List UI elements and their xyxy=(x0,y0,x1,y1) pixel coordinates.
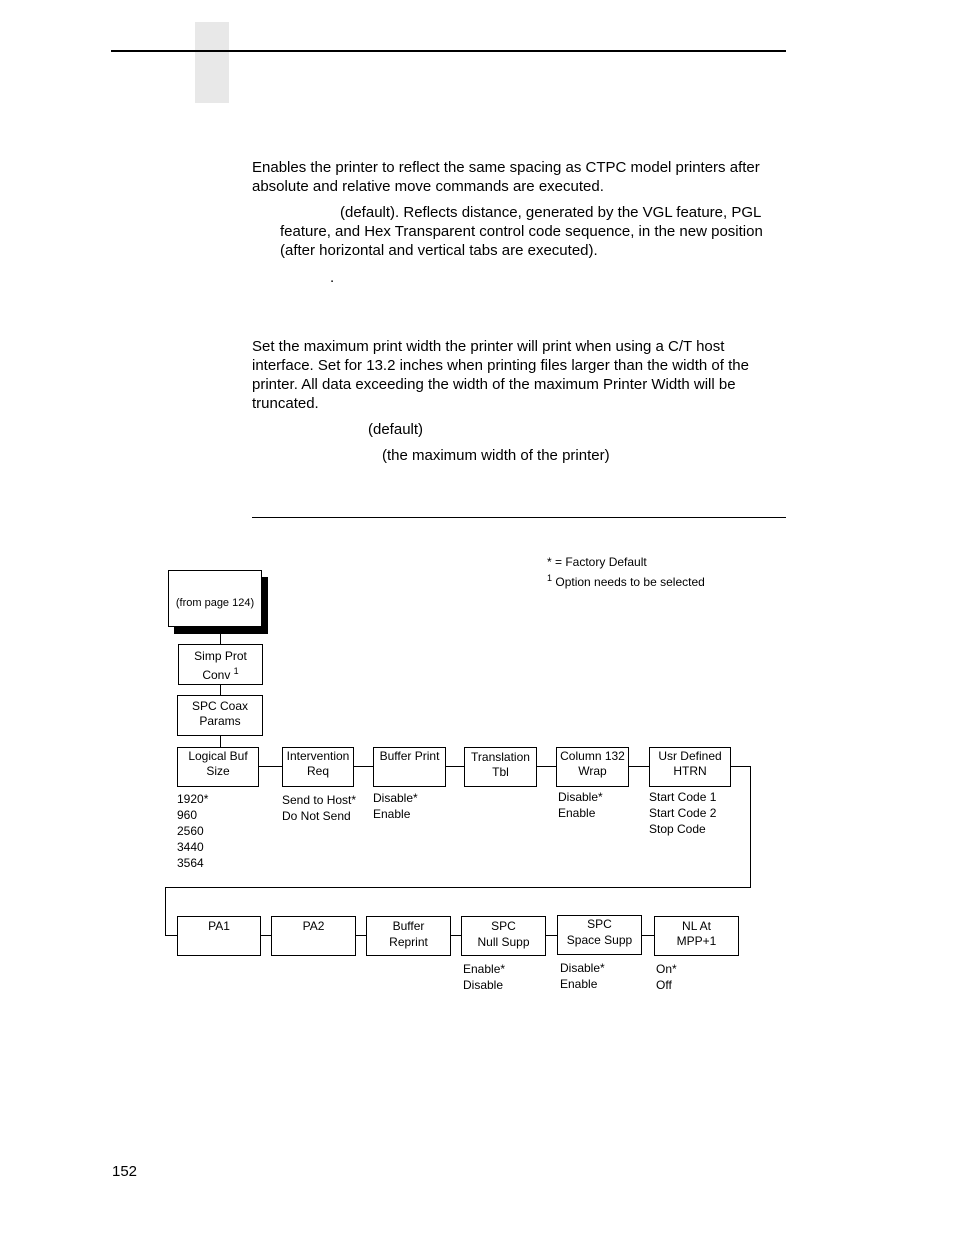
row1-connector-2 xyxy=(354,766,373,767)
header-tab xyxy=(195,22,229,103)
spc-space-supp-box xyxy=(557,915,642,955)
nl-at-mpp-box xyxy=(654,916,739,956)
row1-4-line2: Wrap xyxy=(578,764,607,778)
option-item: Disable xyxy=(463,978,504,992)
start-box-label: (from page 124) xyxy=(175,597,255,609)
buffer-print-box xyxy=(373,747,446,787)
section1-option1-line1: (default). Reflects distance, generated by the VGL feature, PGL xyxy=(340,204,762,221)
option-item: Start Code 2 xyxy=(649,806,717,820)
option-item: Enable* xyxy=(463,962,506,976)
spc-null-supp-options xyxy=(463,961,505,993)
simp-prot-line1: Simp Prot xyxy=(194,649,247,663)
return-vertical-left xyxy=(165,887,166,935)
row1-connector-6 xyxy=(731,766,751,767)
section2-line4: truncated. xyxy=(252,395,319,412)
option-item: On* xyxy=(656,962,677,976)
section2-line1: Set the maximum print width the printer will print when using a C/T host xyxy=(252,338,725,355)
row1-3-line2: Tbl xyxy=(492,765,509,779)
logical-buf-options xyxy=(177,791,208,871)
section2-line2: interface. Set for 13.2 inches when printing files larger than the width of the xyxy=(252,357,749,374)
section2-option2-desc: (the maximum width of the printer) xyxy=(382,447,610,464)
simp-prot-conv-box xyxy=(178,644,263,685)
row1-connector-1 xyxy=(259,766,282,767)
connector-v2 xyxy=(220,685,221,695)
row1-1-line1: Intervention xyxy=(286,749,350,763)
option-item: 960 xyxy=(177,808,198,822)
section1-option1-line2: feature, and Hex Transparent control code sequence, in the new position xyxy=(280,223,763,240)
option-item: Enable xyxy=(373,807,411,821)
return-vertical-right xyxy=(750,766,751,888)
row1-0-line2: Size xyxy=(206,764,230,778)
row2-3-line1: SPC xyxy=(491,919,516,933)
legend-superscript: 1 xyxy=(547,573,553,583)
row2-connector-3 xyxy=(451,935,461,936)
row1-5-line2: HTRN xyxy=(673,764,707,778)
section2-option1-desc: (default) xyxy=(368,421,424,438)
section1-option1-line3: (after horizontal and vertical tabs are executed). xyxy=(280,242,598,259)
pa2-box xyxy=(271,916,356,956)
option-item: 3564 xyxy=(177,856,204,870)
nl-at-mpp-options xyxy=(656,961,677,993)
return-horizontal xyxy=(165,887,751,888)
option-item: Enable xyxy=(560,977,598,991)
option-item: Off xyxy=(656,978,672,992)
row2-1-line1: PA2 xyxy=(302,919,325,933)
section2-line3: printer. All data exceeding the width of the maximum Printer Width will be xyxy=(252,376,736,393)
option-item: Stop Code xyxy=(649,822,706,836)
legend-factory-default: * = Factory Default xyxy=(547,555,647,569)
usr-defined-htrn-box xyxy=(649,747,731,787)
row2-4-line1: SPC xyxy=(587,917,612,931)
row2-4-line2: Space Supp xyxy=(566,933,633,947)
row1-4-line1: Column 132 xyxy=(560,749,625,763)
row2-connector-4 xyxy=(546,935,557,936)
buffer-reprint-box xyxy=(366,916,451,956)
row2-connector-2 xyxy=(356,935,366,936)
row2-2-line2: Reprint xyxy=(389,935,428,949)
option-item: Enable xyxy=(558,806,596,820)
spc-null-supp-box xyxy=(461,916,546,956)
logical-buf-size-box xyxy=(177,747,259,787)
row1-3-line1: Translation xyxy=(471,750,530,764)
row2-3-line2: Null Supp xyxy=(477,935,530,949)
spc-coax-line1: SPC Coax xyxy=(191,699,249,713)
row2-2-line1: Buffer xyxy=(392,919,425,933)
row1-5-line1: Usr Defined xyxy=(658,749,722,763)
row2-0-line1: PA1 xyxy=(208,919,230,933)
column-132-wrap-options xyxy=(558,789,603,821)
connector-v1 xyxy=(220,634,221,644)
usr-defined-htrn-options xyxy=(649,789,716,837)
row1-connector-4 xyxy=(537,766,556,767)
option-item: Start Code 1 xyxy=(649,790,717,804)
simp-prot-line2-wrap xyxy=(179,664,262,683)
row2-connector-5 xyxy=(642,935,654,936)
column-132-wrap-box xyxy=(556,747,629,787)
simp-prot-line2: Conv xyxy=(202,668,231,682)
spc-space-supp-options xyxy=(560,960,605,992)
pa1-box xyxy=(177,916,261,956)
row2-connector-1 xyxy=(261,935,271,936)
buffer-print-options xyxy=(373,790,418,822)
option-item: 3440 xyxy=(177,840,204,854)
connector-v3 xyxy=(220,736,221,747)
section1-option2-desc: . xyxy=(330,269,335,286)
translation-tbl-box xyxy=(464,747,537,787)
row1-2-line1: Buffer Print xyxy=(379,749,440,763)
return-to-row2 xyxy=(165,935,177,936)
intervention-req-box xyxy=(282,747,354,787)
option-item: Send to Host* xyxy=(282,793,357,807)
option-item: Do Not Send xyxy=(282,809,351,823)
simp-prot-sup: 1 xyxy=(233,666,239,676)
spc-coax-params-box xyxy=(177,695,263,736)
row1-0-line1: Logical Buf xyxy=(188,749,248,763)
row1-1-line2: Req xyxy=(306,764,329,778)
option-item: Disable* xyxy=(373,791,418,805)
option-item: 1920* xyxy=(177,792,209,806)
option-item: 2560 xyxy=(177,824,204,838)
spc-coax-line2: Params xyxy=(199,714,241,728)
option-item: Disable* xyxy=(560,961,605,975)
page-number: 152 xyxy=(112,1163,138,1180)
legend-option-note: Option needs to be selected xyxy=(555,575,705,589)
intervention-req-options xyxy=(282,792,356,824)
row1-connector-5 xyxy=(629,766,649,767)
start-box xyxy=(168,570,262,627)
row1-connector-3 xyxy=(446,766,464,767)
section-rule xyxy=(252,517,786,518)
section1-paragraph: Enables the printer to reflect the same spacing as CTPC model printers after absolute and relative move commands are executed. xyxy=(252,159,760,195)
legend-option-note-row xyxy=(547,570,705,590)
header-rule xyxy=(111,50,786,52)
row2-5-line1: NL At xyxy=(682,919,711,933)
option-item: Disable* xyxy=(558,790,603,804)
row2-5-line2: MPP+1 xyxy=(676,934,717,948)
